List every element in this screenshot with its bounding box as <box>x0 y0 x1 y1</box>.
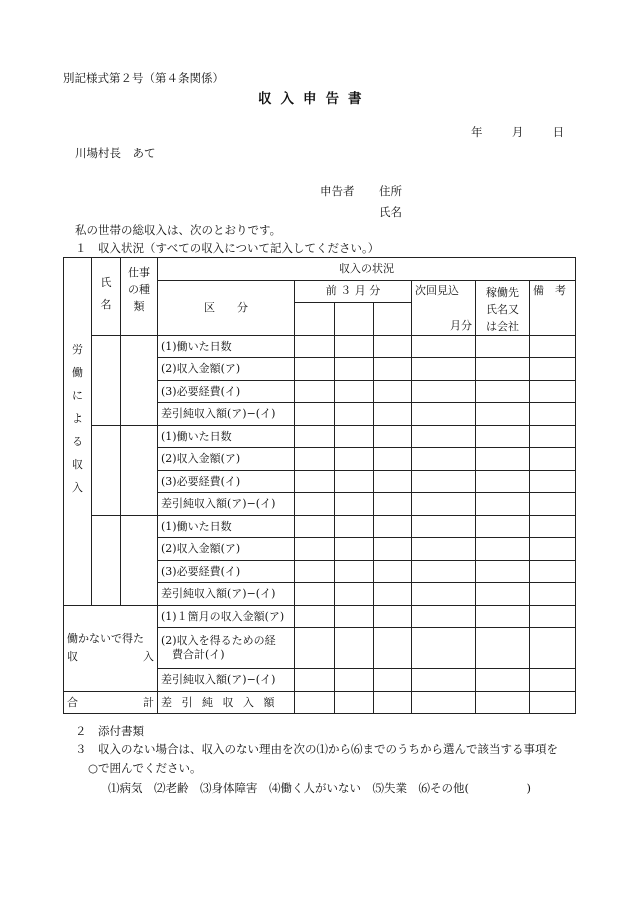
input-cell[interactable] <box>476 425 530 448</box>
input-cell[interactable] <box>295 560 335 583</box>
input-cell[interactable] <box>412 628 476 669</box>
input-cell[interactable] <box>295 628 335 669</box>
input-cell[interactable] <box>335 425 374 448</box>
row-label: (3)必要経費(イ) <box>158 380 295 403</box>
row-label: (1)働いた日数 <box>158 515 295 538</box>
input-cell[interactable] <box>295 358 335 381</box>
input-cell[interactable] <box>295 403 335 426</box>
row-label: (1)１箇月の収入金額(ア) <box>158 605 295 628</box>
input-cell[interactable] <box>335 358 374 381</box>
input-cell[interactable] <box>335 583 374 606</box>
input-cell[interactable] <box>530 560 576 583</box>
row-label: 差引純収入額(ア)−(イ) <box>158 583 295 606</box>
total-net-income-label: 差 引 純 収 入 額 <box>158 691 295 714</box>
nonwork-label-2b: 入 <box>143 650 154 664</box>
header-income-status: 収入の状況 <box>158 258 576 281</box>
nonwork-income-label <box>64 605 158 691</box>
date-day: 日 <box>552 125 565 139</box>
input-cell[interactable] <box>374 470 412 493</box>
header-prev-3-months: 前 ３ 月 分 <box>295 280 412 303</box>
input-cell[interactable] <box>412 538 476 561</box>
input-cell[interactable] <box>412 380 476 403</box>
labor-3-name-cell[interactable] <box>92 515 121 605</box>
row-label: (3)必要経費(イ) <box>158 560 295 583</box>
header-name: 氏 名 <box>92 258 121 336</box>
input-cell[interactable] <box>412 669 476 692</box>
input-cell[interactable] <box>335 335 374 358</box>
input-cell[interactable] <box>374 425 412 448</box>
intro-text: 私の世帯の総収入は、次のとおりです。 <box>75 223 282 237</box>
input-cell[interactable] <box>335 691 374 714</box>
input-cell[interactable] <box>530 358 576 381</box>
nonwork-label-2a: 収 <box>67 650 78 664</box>
header-job-type: 仕事 の種 類 <box>121 258 158 336</box>
row-label: (2)収入金額(ア) <box>158 448 295 471</box>
input-cell[interactable] <box>476 583 530 606</box>
input-cell[interactable] <box>530 515 576 538</box>
input-cell[interactable] <box>335 560 374 583</box>
input-cell[interactable] <box>374 515 412 538</box>
input-cell[interactable] <box>412 425 476 448</box>
input-cell[interactable] <box>374 628 412 669</box>
input-cell[interactable] <box>335 448 374 471</box>
nonwork-label-line-1: 働かないで得た <box>67 632 144 646</box>
input-cell[interactable] <box>374 448 412 471</box>
input-cell[interactable] <box>335 380 374 403</box>
input-cell[interactable] <box>530 628 576 669</box>
applicant-label: 申告者 <box>320 184 355 198</box>
name-label: 氏名 <box>379 205 402 219</box>
section-3-line-1: ３ 収入のない場合は、収入のない理由を次の⑴から⑹までのうちから選んで該当する事項を <box>75 742 558 756</box>
input-cell[interactable] <box>295 448 335 471</box>
input-cell[interactable] <box>412 515 476 538</box>
input-cell[interactable] <box>530 380 576 403</box>
labor-1-name-cell[interactable] <box>92 335 121 425</box>
cell-prev-month-2-header <box>335 303 374 336</box>
input-cell[interactable] <box>530 425 576 448</box>
input-cell[interactable] <box>476 691 530 714</box>
input-cell[interactable] <box>530 583 576 606</box>
section-2-heading: ２ 添付書類 <box>75 724 144 738</box>
address-label: 住所 <box>379 184 402 198</box>
cell-prev-month-1-header <box>295 303 335 336</box>
input-cell[interactable] <box>476 335 530 358</box>
labor-1-job-cell[interactable] <box>121 335 158 425</box>
row-label: (1)働いた日数 <box>158 335 295 358</box>
input-cell[interactable] <box>530 605 576 628</box>
input-cell[interactable] <box>412 403 476 426</box>
section-3-line-2: ○で囲んでください。 <box>88 761 202 775</box>
page-title: 収入申告書 <box>258 91 371 107</box>
input-cell[interactable] <box>412 358 476 381</box>
input-cell[interactable] <box>295 583 335 606</box>
input-cell[interactable] <box>476 538 530 561</box>
input-cell[interactable] <box>295 470 335 493</box>
input-cell[interactable] <box>412 335 476 358</box>
cell-prev-month-3-header <box>374 303 412 336</box>
input-cell[interactable] <box>412 493 476 516</box>
input-cell[interactable] <box>335 470 374 493</box>
input-cell[interactable] <box>295 493 335 516</box>
header-category: 区 分 <box>158 280 295 335</box>
input-cell[interactable] <box>476 605 530 628</box>
header-remarks: 備 考 <box>530 280 576 335</box>
input-cell[interactable] <box>412 583 476 606</box>
input-cell[interactable] <box>335 538 374 561</box>
input-cell[interactable] <box>295 669 335 692</box>
header-next-month-unit: 月分 <box>450 319 472 333</box>
input-cell[interactable] <box>530 403 576 426</box>
input-cell[interactable] <box>412 605 476 628</box>
input-cell[interactable] <box>374 669 412 692</box>
row-label: 差引純収入額(ア)−(イ) <box>158 403 295 426</box>
income-table <box>63 257 576 714</box>
input-cell[interactable] <box>412 691 476 714</box>
input-cell[interactable] <box>412 448 476 471</box>
input-cell[interactable] <box>530 493 576 516</box>
input-cell[interactable] <box>374 403 412 426</box>
input-cell[interactable] <box>476 669 530 692</box>
row-label: (2)収入金額(ア) <box>158 358 295 381</box>
input-cell[interactable] <box>412 470 476 493</box>
input-cell[interactable] <box>295 605 335 628</box>
date-year: 年 <box>471 125 483 139</box>
input-cell[interactable] <box>295 538 335 561</box>
total-label-a: 合 <box>67 695 78 709</box>
labor-2-name-cell[interactable] <box>92 425 121 515</box>
input-cell[interactable] <box>295 425 335 448</box>
input-cell[interactable] <box>295 335 335 358</box>
input-cell[interactable] <box>374 538 412 561</box>
input-cell[interactable] <box>374 583 412 606</box>
input-cell[interactable] <box>335 493 374 516</box>
input-cell[interactable] <box>374 605 412 628</box>
input-cell[interactable] <box>530 669 576 692</box>
row-label: (2)収入金額(ア) <box>158 538 295 561</box>
header-employer: 稼働先 氏名又 は会社 <box>476 280 530 335</box>
input-cell[interactable] <box>374 691 412 714</box>
labor-2-job-cell[interactable] <box>121 425 158 515</box>
section-1-heading: １ 収入状況（すべての収入について記入してください。） <box>75 241 380 255</box>
row-label: 差引純収入額(ア)−(イ) <box>158 493 295 516</box>
input-cell[interactable] <box>530 691 576 714</box>
row-label: 差引純収入額(ア)−(イ) <box>158 669 295 692</box>
input-cell[interactable] <box>476 358 530 381</box>
row-label: (1)働いた日数 <box>158 425 295 448</box>
date-month: 月 <box>511 125 524 139</box>
header-next-estimate-label: 次回見込 <box>415 283 459 297</box>
addressee: 川場村長 あて <box>75 146 156 160</box>
input-cell[interactable] <box>295 691 335 714</box>
input-cell[interactable] <box>476 628 530 669</box>
input-cell[interactable] <box>335 403 374 426</box>
input-cell[interactable] <box>374 560 412 583</box>
input-cell[interactable] <box>476 448 530 471</box>
date-line <box>471 124 564 140</box>
row-label: (3)必要経費(イ) <box>158 470 295 493</box>
row-label: (2)収入を得るための経 費合計(イ) <box>158 628 295 669</box>
input-cell[interactable] <box>412 560 476 583</box>
input-cell[interactable] <box>335 605 374 628</box>
input-cell[interactable] <box>530 335 576 358</box>
header-next-estimate <box>412 280 476 335</box>
input-cell[interactable] <box>335 515 374 538</box>
input-cell[interactable] <box>476 515 530 538</box>
input-cell[interactable] <box>374 358 412 381</box>
input-cell[interactable] <box>335 669 374 692</box>
input-cell[interactable] <box>476 493 530 516</box>
input-cell[interactable] <box>335 628 374 669</box>
input-cell[interactable] <box>374 335 412 358</box>
input-cell[interactable] <box>295 515 335 538</box>
total-label-b: 計 <box>143 695 154 709</box>
input-cell[interactable] <box>476 380 530 403</box>
form-number: 別記様式第２号（第４条関係） <box>63 71 224 85</box>
input-cell[interactable] <box>476 470 530 493</box>
input-cell[interactable] <box>530 470 576 493</box>
labor-income-label: 労 働 に よ る 収 入 <box>64 258 92 606</box>
input-cell[interactable] <box>374 493 412 516</box>
input-cell[interactable] <box>295 380 335 403</box>
labor-3-job-cell[interactable] <box>121 515 158 605</box>
input-cell[interactable] <box>530 448 576 471</box>
input-cell[interactable] <box>374 380 412 403</box>
total-label <box>64 691 158 714</box>
input-cell[interactable] <box>530 538 576 561</box>
input-cell[interactable] <box>476 403 530 426</box>
input-cell[interactable] <box>476 560 530 583</box>
nonwork-label-line-2 <box>67 650 154 664</box>
no-income-reasons: ⑴病気 ⑵老齢 ⑶身体障害 ⑷働く人がいない ⑸失業 ⑹その他( ) <box>108 781 531 795</box>
